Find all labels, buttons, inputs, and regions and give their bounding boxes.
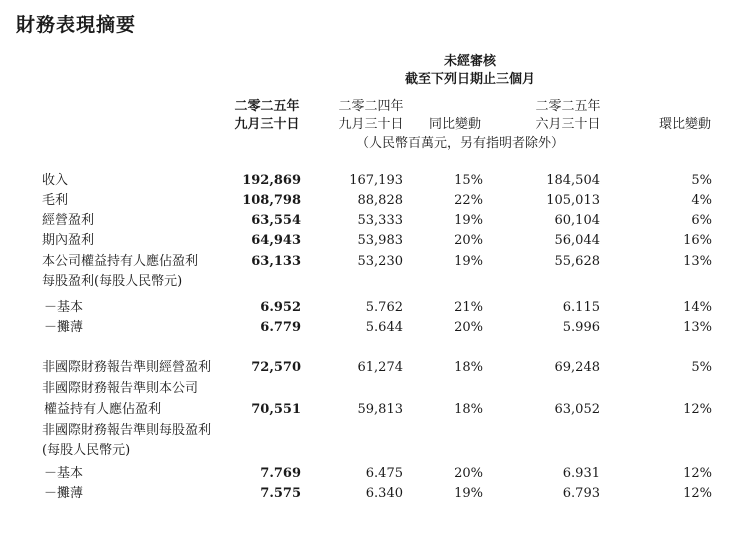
value-qoq: 5% — [691, 173, 712, 188]
table-row — [0, 421, 747, 441]
value-qoq: 6% — [691, 213, 712, 228]
value-2024q3: 53,230 — [357, 254, 403, 269]
row-label: 非國際財務報告準則本公司 — [42, 381, 199, 396]
value-2024q3: 53,983 — [357, 233, 403, 248]
row-label: 每股盈利(每股人民幣元) — [42, 274, 183, 289]
value-yoy: 21% — [454, 300, 483, 315]
page-title: 財務表現摘要 — [16, 14, 137, 36]
value-yoy: 18% — [454, 402, 483, 417]
table-row — [0, 171, 747, 191]
value-2025q3: 6.952 — [260, 300, 301, 315]
table-row — [0, 379, 747, 399]
value-2024q3: 53,333 — [357, 213, 403, 228]
value-2024q3: 59,813 — [357, 402, 403, 417]
value-2024q3: 6.475 — [365, 466, 403, 481]
value-qoq: 12% — [683, 486, 712, 501]
value-2025q2: 55,628 — [554, 254, 600, 269]
row-label: －攤薄 — [44, 320, 84, 335]
value-yoy: 22% — [454, 193, 483, 208]
value-qoq: 16% — [683, 233, 712, 248]
row-label: －基本 — [44, 300, 84, 315]
header-col3: 同比變動 — [428, 117, 481, 132]
value-2025q2: 6.115 — [562, 300, 600, 315]
value-qoq: 13% — [683, 320, 712, 335]
value-2025q2: 69,248 — [554, 360, 600, 375]
row-label: 經營盈利 — [42, 213, 95, 228]
row-label: 非國際財務報告準則經營盈利 — [42, 360, 212, 375]
table-row — [0, 298, 747, 318]
header-col2-date: 九月三十日 — [338, 117, 404, 132]
value-2024q3: 167,193 — [349, 173, 403, 188]
table-row — [0, 272, 747, 292]
value-2025q3: 63,554 — [251, 213, 301, 228]
value-qoq: 12% — [683, 466, 712, 481]
header-col1-year: 二零二五年 — [234, 99, 300, 114]
value-2025q2: 105,013 — [546, 193, 600, 208]
value-2025q3: 72,570 — [251, 360, 301, 375]
value-yoy: 20% — [454, 320, 483, 335]
value-yoy: 18% — [454, 360, 483, 375]
value-2024q3: 61,274 — [357, 360, 403, 375]
header-period: 截至下列日期止三個月 — [404, 72, 535, 87]
value-2025q2: 63,052 — [554, 402, 600, 417]
header-col2-year: 二零二四年 — [338, 99, 404, 114]
value-yoy: 19% — [454, 213, 483, 228]
value-2025q3: 6.779 — [260, 320, 301, 335]
value-2024q3: 5.644 — [365, 320, 403, 335]
header-col1-date: 九月三十日 — [234, 117, 300, 132]
header-unaudited: 未經審核 — [443, 54, 496, 69]
value-2025q2: 56,044 — [554, 233, 600, 248]
table-row — [0, 358, 747, 378]
value-2025q3: 108,798 — [242, 193, 301, 208]
row-label: －基本 — [44, 466, 84, 481]
value-2025q2: 60,104 — [554, 213, 600, 228]
value-2024q3: 88,828 — [357, 193, 403, 208]
value-yoy: 20% — [454, 233, 483, 248]
table-row — [0, 211, 747, 231]
table-row — [0, 400, 747, 420]
value-2025q3: 70,551 — [251, 402, 301, 417]
table-row — [0, 191, 747, 211]
value-yoy: 20% — [454, 466, 483, 481]
table-row — [0, 252, 747, 272]
row-label: 期內盈利 — [42, 233, 95, 248]
header-unit: （人民幣百萬元，另有指明者除外） — [355, 136, 564, 151]
value-qoq: 4% — [691, 193, 712, 208]
header-col5: 環比變動 — [658, 117, 711, 132]
header-col4-year: 二零二五年 — [535, 99, 601, 114]
table-row — [0, 441, 747, 461]
row-label: 本公司權益持有人應佔盈利 — [42, 254, 199, 269]
row-label: 毛利 — [42, 193, 69, 208]
value-qoq: 14% — [683, 300, 712, 315]
value-2025q2: 5.996 — [562, 320, 600, 335]
row-label: 收入 — [42, 173, 69, 188]
value-2025q3: 7.769 — [260, 466, 301, 481]
value-2025q3: 192,869 — [242, 173, 301, 188]
table-row — [0, 318, 747, 338]
table-row — [0, 464, 747, 484]
value-2025q3: 7.575 — [260, 486, 301, 501]
value-2025q2: 6.931 — [562, 466, 600, 481]
value-qoq: 13% — [683, 254, 712, 269]
value-yoy: 19% — [454, 486, 483, 501]
row-label: 非國際財務報告準則每股盈利 — [42, 423, 212, 438]
value-qoq: 5% — [691, 360, 712, 375]
value-yoy: 19% — [454, 254, 483, 269]
row-label: (每股人民幣元) — [42, 443, 131, 458]
header-col4-date: 六月三十日 — [535, 117, 601, 132]
value-2025q3: 63,133 — [251, 254, 301, 269]
value-2025q3: 64,943 — [251, 233, 301, 248]
value-2025q2: 6.793 — [562, 486, 600, 501]
value-2024q3: 5.762 — [365, 300, 403, 315]
table-row — [0, 484, 747, 504]
value-qoq: 12% — [683, 402, 712, 417]
value-2025q2: 184,504 — [546, 173, 600, 188]
row-label: －攤薄 — [44, 486, 84, 501]
row-label: 權益持有人應佔盈利 — [44, 402, 162, 417]
value-yoy: 15% — [454, 173, 483, 188]
value-2024q3: 6.340 — [365, 486, 403, 501]
table-row — [0, 231, 747, 251]
